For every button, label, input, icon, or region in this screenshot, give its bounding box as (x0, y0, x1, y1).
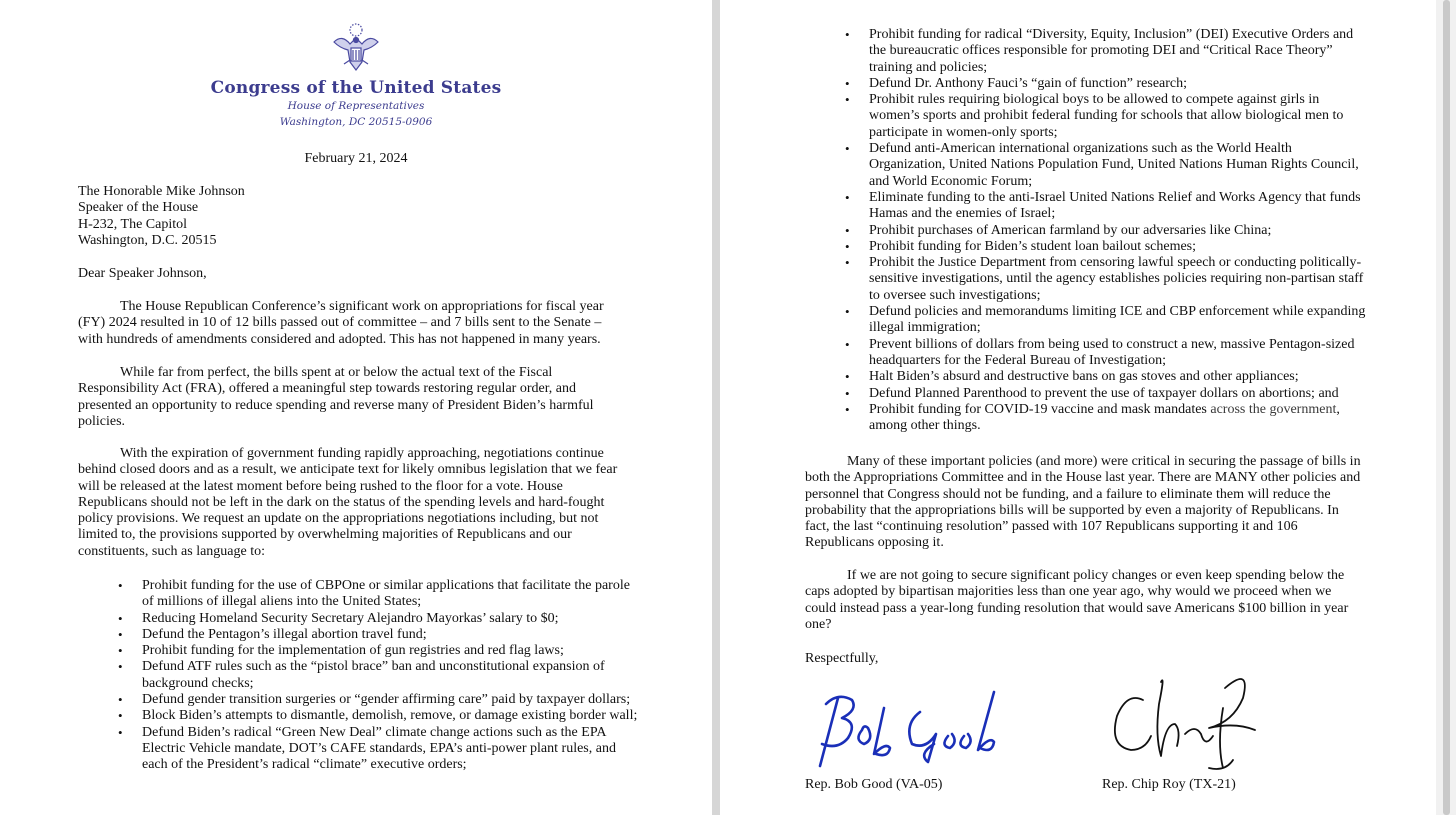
list-item: • Prohibit funding for the implementation of gun registries and red flag laws; (78, 643, 638, 659)
paragraph-5: If we are not going to secure significant policy changes or even keep spending below the caps adopted by bipartisan majorities less than one year ago, why would we proceed when we could instead pass a year-long funding resolution that would save Americans $100 billion in year one? (805, 568, 1349, 632)
letter-page-2 (720, 0, 1436, 815)
list-item: • Prevent billions of dollars from being used to construct a new, massive Pentagon-sized headquarters for the Federal Bureau of Investigation; (805, 337, 1371, 370)
provision-list-1 (78, 578, 638, 774)
list-item: • Prohibit funding for the use of CBPOne or similar applications that facilitate the parole of millions of illegal aliens into the United States; (78, 578, 638, 611)
letter-page-1 (0, 0, 712, 815)
last-item-tail: across the government (1210, 401, 1337, 417)
great-seal-eagle-icon (328, 20, 384, 76)
letterhead (0, 20, 712, 130)
letterhead-address: Washington, DC 20515-0906 (279, 116, 433, 128)
recipient-name: The Honorable Mike Johnson (78, 184, 245, 199)
recipient-title: Speaker of the House (78, 200, 199, 216)
list-item: • Defund Planned Parenthood to prevent the use of taxpayer dollars on abortions; and (805, 386, 1371, 402)
signature-bob-good (808, 684, 1008, 774)
recipient-city: Washington, D.C. 20515 (78, 232, 217, 248)
list-item: • Defund ATF rules such as the “pistol brace” ban and unconstitutional expansion of background checks; (78, 659, 638, 692)
paragraph-2: While far from perfect, the bills spent at or below the actual text of the Fiscal Responsibility Act (FRA), offered a meaningful step towards restoring regular order, and presented an opportunity to reduce spending and reverse many of President Biden’s harmful policies. (78, 365, 594, 429)
recipient-block (78, 184, 245, 249)
last-item-end: , among other things. (869, 401, 1340, 434)
list-item: • Eliminate funding to the anti-Israel United Nations Relief and Works Agency that funds Hamas and the enemies of Israel; (805, 190, 1371, 223)
last-item-main: Prohibit funding for COVID-19 vaccine and mask mandates (869, 401, 1211, 417)
paragraph-4: Many of these important policies (and more) were critical in securing the passage of bills in both the Appropriations Committee and in the House last year. There are MANY other policies and personnel that Congress should not be funding, and a failure to eliminate them will reduce the probability that the appropriations bills will be supported by even a majority of Republicans. In fact, the last “continuing resolution” passed with 107 Republicans supporting it and 106 Republicans opposing it. (805, 454, 1361, 551)
scrollbar-thumb[interactable] (1443, 0, 1450, 815)
closing: Respectfully, (805, 651, 879, 666)
list-item: • Halt Biden’s absurd and destructive bans on gas stoves and other appliances; (805, 369, 1371, 385)
list-item: • Defund Dr. Anthony Fauci’s “gain of function” research; (805, 76, 1371, 92)
salutation: Dear Speaker Johnson, (78, 266, 207, 281)
list-item: • Block Biden’s attempts to dismantle, demolish, remove, or damage existing border wall; (78, 708, 638, 724)
list-item: • Defund anti-American international organizations such as the World Health Organization, United Nations Population Fund, United Nations Human Rights Council, and World Economic Forum; (805, 141, 1371, 190)
letterhead-title: Congress of the United States (210, 78, 502, 98)
list-item: • Reducing Homeland Security Secretary Alejandro Mayorkas’ salary to $0; (78, 611, 638, 627)
list-item: • Defund the Pentagon’s illegal abortion travel fund; (78, 627, 638, 643)
list-item: • Prohibit funding for Biden’s student loan bailout schemes; (805, 239, 1371, 255)
signer-name-roy: Rep. Chip Roy (TX-21) (1102, 777, 1236, 792)
letterhead-house: House of Representatives (287, 100, 425, 112)
letter-date: February 21, 2024 (304, 151, 408, 166)
recipient-office: H-232, The Capitol (78, 216, 188, 232)
list-item: • Defund Biden’s radical “Green New Deal” climate change actions such as the EPA Electric Vehicle mandate, DOT’s CAFE standards, EPA’s anti-power plant rules, and each of the President’s radical “climate” executive orders; (78, 725, 638, 774)
list-item: • Prohibit rules requiring biological boys to be allowed to compete against girls in women’s sports and prohibit federal funding for schools that allow biological men to participate in women-only sports; (805, 92, 1371, 141)
signature-chip-roy (1105, 664, 1265, 772)
list-item: • Prohibit the Justice Department from censoring lawful speech or conducting politically-sensitive investigations, until the agency establishes policies requiring non-partisan staff to oversee such investigations; (805, 255, 1371, 304)
provision-list-2 (805, 27, 1371, 434)
paragraph-1: The House Republican Conference’s significant work on appropriations for fiscal year (FY) 2024 resulted in 10 of 12 bills passed out of committee – and 7 bills sent to the Senate – with hundreds of amendments considered and adopted. This has not happened in many years. (78, 299, 604, 347)
list-item: • Prohibit purchases of American farmland by our adversaries like China; (805, 223, 1371, 239)
paragraph-3: With the expiration of government funding rapidly approaching, negotiations continue behind closed doors and as a result, we anticipate text for likely omnibus legislation that we fear will be released at the latest moment before being rushed to the floor for a vote. House Republicans should not be left in the dark on the status of the spending levels and hard-fought policy provisions. We request an update on the appropriations negotiations including, but not limited to, the provisions supported by overwhelming majorities of Republicans and our constituents, such as language to: (78, 446, 618, 559)
list-item (805, 402, 1371, 435)
list-item: • Defund policies and memorandums limiting ICE and CBP enforcement while expanding illegal immigration; (805, 304, 1371, 337)
list-item: • Defund gender transition surgeries or “gender affirming care” paid by taxpayer dollars; (78, 692, 638, 708)
page-divider (712, 0, 720, 815)
list-item: • Prohibit funding for radical “Diversity, Equity, Inclusion” (DEI) Executive Orders and the bureaucratic offices responsible for promoting DEI and “Critical Race Theory” training and policies; (805, 27, 1371, 76)
signer-name-good: Rep. Bob Good (VA-05) (805, 777, 943, 792)
